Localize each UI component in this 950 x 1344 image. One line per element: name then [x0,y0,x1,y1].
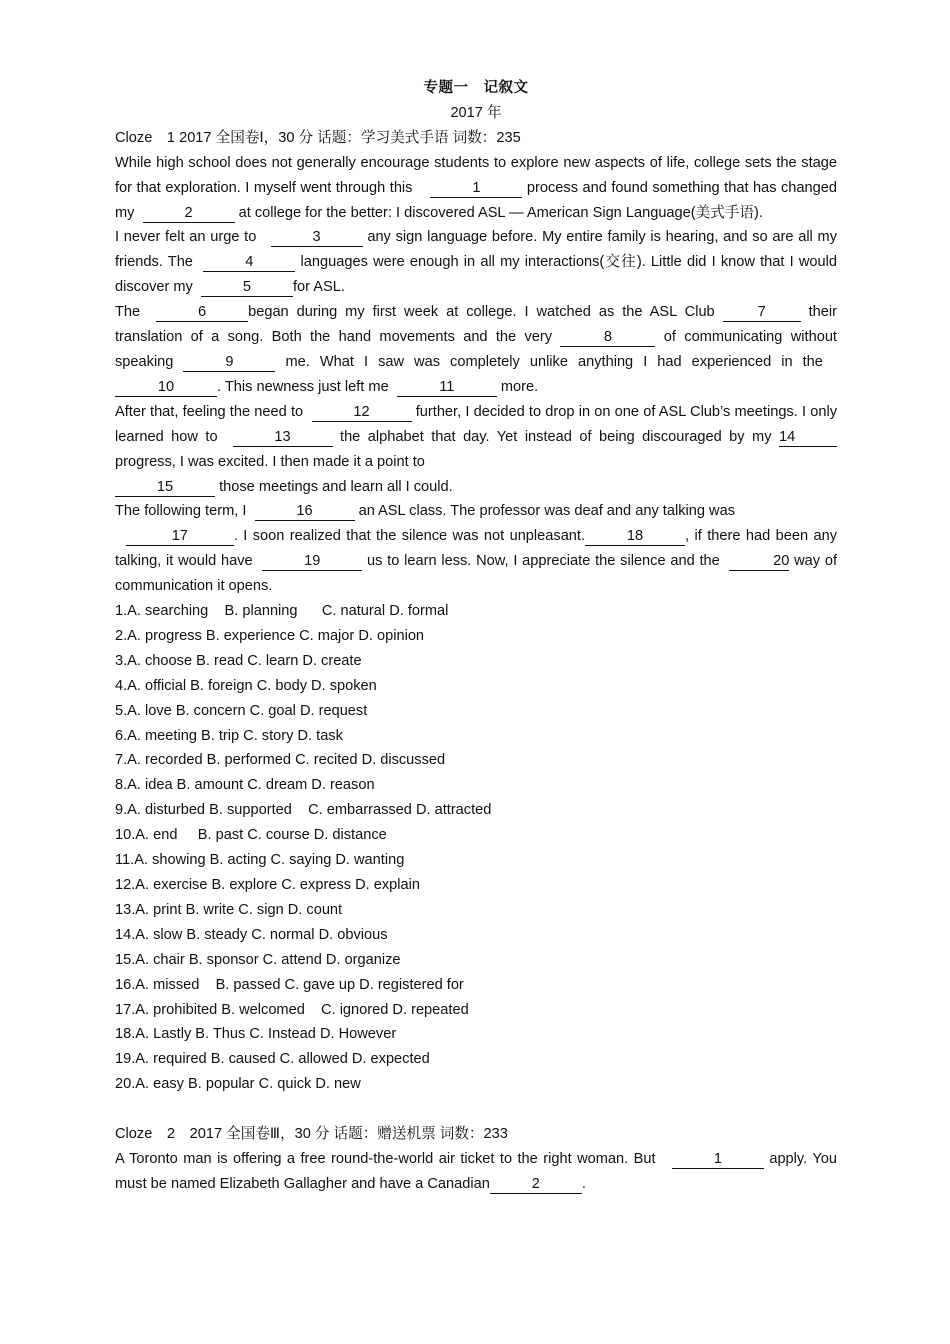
blank-13[interactable]: 13 [233,429,333,447]
cloze2-blank-1[interactable]: 1 [672,1151,764,1169]
blank-12[interactable]: 12 [312,404,412,422]
option-line[interactable]: 11.A. showing B. acting C. saying D. wanting [115,852,405,869]
option-line[interactable]: 10.A. end B. past C. course D. distance [115,827,387,844]
option-line[interactable]: 14.A. slow B. steady C. normal D. obvious [115,926,388,943]
blank-7[interactable]: 7 [723,304,801,322]
option-line[interactable]: 8.A. idea B. amount C. dream D. reason [115,777,375,794]
passage-text: any sign language before. My entire family is hearing, and so are all my friends. The [115,229,837,271]
passage-text: While high school does not generally encourage students to explore new aspects of life, college sets the stage for that exploration. I myself went through this [115,154,837,196]
blank-18[interactable]: 18 [585,528,685,546]
blank-15[interactable]: 15 [115,479,215,497]
passage-text: A Toronto man is offering a free round-the-world air ticket to the right woman. But [115,1150,656,1167]
cloze2-paragraph-1 [115,1147,837,1197]
blank-4[interactable]: 4 [203,254,295,272]
passage-text: languages were enough in all my interactions(交往). Little did I know that I would discover my [115,254,838,296]
option-line[interactable]: 12.A. exercise B. explore C. express D. explain [115,877,420,893]
passage-text: The following term, I [115,503,247,520]
passage-text: an ASL class. The professor was deaf and any talking was [358,503,735,520]
passage-text: me. What I saw was completely unlike anything I had experienced in the [285,353,823,370]
passage-text: I never felt an urge to [115,229,257,246]
passage-text: us to learn less. Now, I appreciate the silence and the [366,553,720,570]
option-line[interactable]: 16.A. missed B. passed C. gave up D. registered for [115,976,464,993]
blank-19[interactable]: 19 [262,553,362,571]
cloze1-options [115,599,837,1097]
blank-1[interactable]: 1 [430,180,522,198]
option-line[interactable]: 18.A. Lastly B. Thus C. Instead D. However [115,1026,397,1043]
blank-8[interactable]: 8 [560,329,655,347]
option-line[interactable]: 17.A. prohibited B. welcomed C. ignored D. repeated [115,1001,469,1018]
passage-text: progress, I was excited. I then made it a point to [115,453,425,470]
blank-17[interactable]: 17 [126,528,234,546]
passage-text: began during my first week at college. I watched as the ASL Club [248,304,715,321]
passage-text: After that, feeling the need to [115,403,304,420]
option-line[interactable]: 20.A. easy B. popular C. quick D. new [115,1076,361,1093]
option-line[interactable]: 6.A. meeting B. trip C. story D. task [115,727,343,744]
blank-2[interactable]: 2 [143,205,235,223]
option-line[interactable]: 19.A. required B. caused C. allowed D. expected [115,1051,430,1068]
option-line[interactable]: 2.A. progress B. experience C. major D. opinion [115,627,425,644]
blank-9[interactable]: 9 [183,354,275,372]
blank-3[interactable]: 3 [271,229,363,247]
blank-6[interactable]: 6 [156,304,248,322]
passage-text: of communicating without speaking [115,329,837,370]
option-line[interactable]: 7.A. recorded B. performed C. recited D. discussed [115,752,446,769]
blank-20[interactable]: 20 [729,553,789,571]
passage-text: further, I decided to drop in on one of ASL Club’s meetings. I only learned how to [115,403,837,445]
passage-text: way of communication it opens. [115,553,838,595]
year-heading: 2017 年 [450,104,502,121]
option-line[interactable]: 13.A. print B. write C. sign D. count [115,901,343,918]
passage-text: for ASL. [292,279,345,296]
document-page [115,76,837,1197]
blank-14[interactable]: 14 [779,429,837,447]
passage-text: more. [500,378,539,395]
option-line[interactable]: 1.A. searching B. planning C. natural D. formal [115,603,449,620]
section-spacer [115,1097,837,1122]
passage-text: The [115,304,141,321]
passage-text: apply. You must be named Elizabeth Gallagher and have a Canadian [115,1150,837,1192]
passage-text: those meetings and learn all I could. [219,478,453,495]
option-line[interactable]: 15.A. chair B. sponsor C. attend D. organize [115,951,401,968]
cloze1-header: Cloze 1 2017 全国卷Ⅰ，30 分 话题：学习美式手语 词数：235 [115,129,521,146]
option-line[interactable]: 3.A. choose B. read C. learn D. create [115,652,362,669]
document-title: 专题一 记叙文 [423,80,529,96]
blank-11[interactable]: 11 [397,379,497,397]
passage-text: . This newness just left me [217,378,389,395]
blank-16[interactable]: 16 [255,503,355,521]
cloze1-paragraph-3 [115,300,837,400]
cloze1-paragraph-4 [115,400,837,500]
cloze2-blank-2[interactable]: 2 [490,1176,582,1194]
passage-text: their translation of a song. Both the hand movements and the very [115,304,838,346]
option-line[interactable]: 4.A. official B. foreign C. body D. spoken [115,677,377,694]
passage-text: the alphabet that day. Yet instead of being discouraged by my [340,428,772,445]
cloze1-paragraph-2 [115,225,837,300]
passage-text: process and found something that has changed my [115,179,838,221]
cloze1-paragraph-5 [115,499,837,599]
cloze2-header: Cloze 2 2017 全国卷Ⅲ，30 分 话题：赠送机票 词数：233 [115,1126,508,1143]
cloze1-paragraph-1 [115,151,837,226]
passage-text: , if there had been any talking, it would have [115,528,838,570]
option-line[interactable]: 5.A. love B. concern C. goal D. request [115,702,368,719]
option-line[interactable]: 9.A. disturbed B. supported C. embarrassed D. attracted [115,802,492,819]
passage-text: at college for the better: I discovered ASL — American Sign Language(美式手语). [238,204,763,221]
passage-text: . [581,1175,586,1192]
blank-10[interactable]: 10 [115,379,217,397]
blank-5[interactable]: 5 [201,279,293,297]
passage-text: . I soon realized that the silence was not unpleasant. [233,528,586,545]
